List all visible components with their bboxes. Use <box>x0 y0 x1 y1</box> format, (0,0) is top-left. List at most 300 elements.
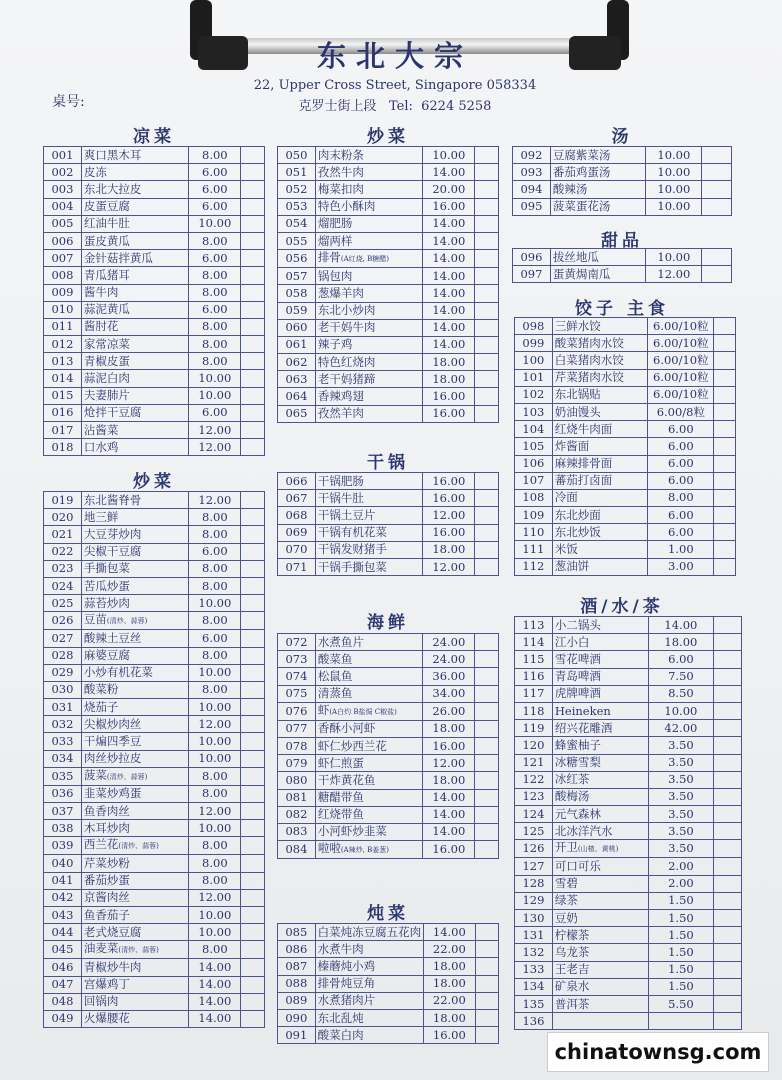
item-name: 酸菜鱼 <box>317 651 353 666</box>
menu-row <box>278 975 499 992</box>
menu-row <box>515 352 736 369</box>
item-number: 112 <box>515 558 553 575</box>
item-price: 10.00 <box>189 750 241 767</box>
menu-row <box>44 336 265 353</box>
quantity-cell <box>241 147 265 164</box>
item-name: 爽口黑木耳 <box>83 147 142 162</box>
menu-row <box>515 421 736 438</box>
item-number: 119 <box>515 720 553 737</box>
item-name-cell <box>315 541 423 558</box>
item-name: 雪花啤酒 <box>554 651 601 666</box>
item-price: 8.00 <box>189 612 241 630</box>
item-name-cell <box>552 541 648 558</box>
item-price: 12.00 <box>423 507 475 524</box>
item-name-cell <box>552 421 648 438</box>
item-name-cell <box>315 354 423 371</box>
item-name: 蕃茄打卤面 <box>554 473 613 488</box>
menu-row <box>44 803 265 820</box>
quantity-cell <box>241 647 265 664</box>
item-number: 050 <box>278 147 316 164</box>
item-name-cell <box>552 806 648 823</box>
quantity-cell <box>475 319 499 336</box>
item-name: 青瓜猪耳 <box>83 267 130 282</box>
quantity-cell <box>241 681 265 698</box>
item-name-cell <box>81 716 189 733</box>
quantity-cell <box>241 543 265 560</box>
item-name-cell <box>81 906 189 923</box>
shop-name: 东北大宗 <box>316 39 473 73</box>
item-number: 110 <box>515 524 553 541</box>
quantity-cell <box>702 198 732 215</box>
item-price: 6.00/10粒 <box>648 318 714 335</box>
item-price: 12.00 <box>189 422 241 439</box>
quantity-cell <box>702 181 732 198</box>
item-price: 3.50 <box>648 823 714 840</box>
item-price: 14.00 <box>423 215 475 232</box>
item-name: 口水鸡 <box>83 439 119 454</box>
menu-row <box>44 699 265 716</box>
item-name-cell <box>552 558 648 575</box>
item-name: 锅包肉 <box>317 268 353 283</box>
item-number: 091 <box>278 1027 316 1044</box>
quantity-cell <box>475 354 499 371</box>
item-name: 东北乱炖 <box>317 1010 364 1025</box>
item-name: 皮冻 <box>83 164 107 179</box>
quantity-cell <box>241 959 265 976</box>
menu-row <box>515 995 742 1012</box>
item-number: 022 <box>44 543 82 560</box>
item-name: 白菜炖冻豆腐五花肉 <box>317 924 422 939</box>
item-price: 6.00/10粒 <box>648 386 714 403</box>
quantity-cell <box>241 284 265 301</box>
item-number: 030 <box>44 681 82 698</box>
item-number: 134 <box>515 978 553 995</box>
item-name-cell <box>315 336 423 353</box>
item-name-cell <box>552 702 648 719</box>
menu-row <box>278 285 499 302</box>
quantity-cell <box>475 558 499 575</box>
item-price: 14.00 <box>189 1010 241 1027</box>
quantity-cell <box>241 750 265 767</box>
menu-row <box>44 976 265 993</box>
menu-row <box>515 771 742 788</box>
quantity-cell <box>475 388 499 405</box>
quantity-cell <box>241 941 265 959</box>
item-name-cell <box>552 617 648 634</box>
quantity-cell <box>241 267 265 284</box>
quantity-cell <box>241 855 265 872</box>
menu-row <box>278 634 499 651</box>
item-number: 019 <box>44 492 82 509</box>
quantity-cell <box>475 215 499 232</box>
quantity-cell <box>475 232 499 249</box>
item-name-cell <box>550 181 646 198</box>
quantity-cell <box>714 702 742 719</box>
item-price: 14.00 <box>423 164 475 181</box>
item-name-cell <box>315 268 423 285</box>
item-name-cell <box>81 387 189 404</box>
item-name: 芹菜猪肉水饺 <box>554 370 624 385</box>
item-name-cell <box>315 924 424 941</box>
item-number: 104 <box>515 421 553 438</box>
menu-row <box>44 733 265 750</box>
item-price: 14.00 <box>423 232 475 249</box>
item-number: 077 <box>278 720 316 737</box>
item-name-cell <box>315 147 423 164</box>
item-price: 26.00 <box>423 702 475 720</box>
item-number: 063 <box>278 371 316 388</box>
menu-row <box>278 1009 499 1026</box>
item-price: 18.00 <box>424 958 476 975</box>
quantity-cell <box>241 820 265 837</box>
item-name-cell <box>552 651 648 668</box>
item-price: 8.00 <box>189 147 241 164</box>
menu-row <box>513 249 732 266</box>
item-name: 红油牛肚 <box>83 216 130 231</box>
item-name: 夫妻肺片 <box>83 388 130 403</box>
item-name-cell <box>552 754 648 771</box>
item-name-cell <box>81 232 189 249</box>
item-price: 12.00 <box>189 492 241 509</box>
item-name: 干锅手撕包菜 <box>317 559 387 574</box>
item-number: 122 <box>515 771 553 788</box>
quantity-cell <box>475 720 499 737</box>
item-number: 011 <box>44 318 82 335</box>
item-price: 12.00 <box>423 558 475 575</box>
quantity-cell <box>475 371 499 388</box>
item-price: 1.50 <box>648 910 714 927</box>
item-name-cell <box>81 647 189 664</box>
item-name-cell <box>315 473 423 490</box>
quantity-cell <box>475 992 498 1009</box>
item-number: 072 <box>278 634 316 651</box>
quantity-cell <box>475 1009 498 1026</box>
item-name-cell <box>81 526 189 543</box>
item-name-cell <box>552 771 648 788</box>
item-name-cell <box>81 959 189 976</box>
item-price: 18.00 <box>423 541 475 558</box>
item-name: 排骨炖豆角 <box>317 976 376 991</box>
item-number: 021 <box>44 526 82 543</box>
menu-row <box>513 198 732 215</box>
item-price: 3.50 <box>648 806 714 823</box>
item-number: 118 <box>515 702 553 719</box>
section-title-stew: 炖菜 <box>367 904 409 924</box>
item-price: 6.00 <box>189 404 241 421</box>
item-number: 136 <box>515 1013 553 1030</box>
item-number: 049 <box>44 1010 82 1027</box>
item-price: 12.00 <box>189 803 241 820</box>
item-name: 绍兴花雕酒 <box>554 720 613 735</box>
item-price: 6.00 <box>189 198 241 215</box>
menu-table-stirfry-left <box>43 491 265 1028</box>
item-name-cell <box>81 164 189 181</box>
item-name-cell <box>81 181 189 198</box>
item-name-cell <box>81 439 189 456</box>
item-price: 10.00 <box>646 181 702 198</box>
item-price: 6.00 <box>189 181 241 198</box>
section-title-stirfry-mid: 炒菜 <box>367 127 409 147</box>
menu-row <box>278 823 499 840</box>
menu-row <box>44 716 265 733</box>
quantity-cell <box>475 268 499 285</box>
item-name: 开卫 <box>554 840 578 855</box>
menu-row <box>278 958 499 975</box>
item-name-cell <box>81 785 189 802</box>
quantity-cell <box>702 266 732 283</box>
menu-row <box>513 266 732 283</box>
menu-row <box>278 841 499 859</box>
menu-row <box>515 541 736 558</box>
item-name: 豆腐紫菜汤 <box>552 147 611 162</box>
item-number: 090 <box>278 1009 316 1026</box>
menu-row <box>515 438 736 455</box>
menu-row <box>44 785 265 802</box>
menu-row <box>515 634 742 651</box>
menu-row <box>515 369 736 386</box>
quantity-cell <box>241 422 265 439</box>
item-name: 炝拌干豆腐 <box>83 405 142 420</box>
menu-row <box>44 837 265 855</box>
item-price: 20.00 <box>423 181 475 198</box>
item-price: 22.00 <box>424 941 476 958</box>
item-price: 12.00 <box>189 716 241 733</box>
item-number: 038 <box>44 820 82 837</box>
item-name-cell <box>81 664 189 681</box>
section-title-dessert: 甜品 <box>601 231 643 251</box>
item-name-cell <box>315 806 423 823</box>
menu-table-drypot <box>277 472 499 576</box>
quantity-cell <box>241 733 265 750</box>
item-number: 054 <box>278 215 316 232</box>
menu-row <box>44 906 265 923</box>
item-name: 老式烧豆腐 <box>83 924 142 939</box>
item-price: 14.00 <box>189 993 241 1010</box>
quantity-cell <box>714 875 742 892</box>
menu-table-stirfry-mid <box>277 146 499 423</box>
menu-row <box>515 489 736 506</box>
menu-row <box>44 993 265 1010</box>
quantity-cell <box>714 737 742 754</box>
section-title-stirfry-left: 炒菜 <box>133 472 175 492</box>
item-price: 6.00/10粒 <box>648 369 714 386</box>
quantity-cell <box>714 840 742 858</box>
menu-table-staple <box>514 317 736 576</box>
quantity-cell <box>241 872 265 889</box>
item-price: 8.00 <box>189 267 241 284</box>
item-price: 34.00 <box>423 685 475 702</box>
item-number: 034 <box>44 750 82 767</box>
menu-row <box>278 354 499 371</box>
item-number: 013 <box>44 353 82 370</box>
item-number: 106 <box>515 455 553 472</box>
item-number: 071 <box>278 558 316 575</box>
quantity-cell <box>714 455 736 472</box>
item-number: 075 <box>278 685 316 702</box>
menu-row <box>278 772 499 789</box>
quantity-cell <box>241 785 265 802</box>
item-number: 094 <box>513 181 551 198</box>
item-name-cell <box>315 720 423 737</box>
quantity-cell <box>241 301 265 318</box>
quantity-cell <box>241 889 265 906</box>
item-name: 蒜泥黄瓜 <box>83 302 130 317</box>
item-price <box>648 1013 714 1030</box>
quantity-cell <box>475 975 498 992</box>
item-name-cell <box>315 651 423 668</box>
quantity-cell <box>714 754 742 771</box>
item-price: 18.00 <box>424 975 476 992</box>
item-name-cell <box>552 352 648 369</box>
menu-row <box>515 875 742 892</box>
item-price: 6.00 <box>648 472 714 489</box>
item-name-cell <box>552 961 648 978</box>
item-name: 梅菜扣肉 <box>317 181 364 196</box>
item-number: 041 <box>44 872 82 889</box>
item-name: 青椒炒牛肉 <box>83 959 142 974</box>
quantity-cell <box>475 524 499 541</box>
item-price: 18.00 <box>423 371 475 388</box>
item-name-cell <box>552 875 648 892</box>
quantity-cell <box>714 335 736 352</box>
quantity-cell <box>714 720 742 737</box>
item-number: 102 <box>515 386 553 403</box>
item-name-cell <box>315 507 423 524</box>
item-price: 2.00 <box>648 875 714 892</box>
item-name: 乌龙茶 <box>554 944 590 959</box>
menu-row <box>44 560 265 577</box>
item-name: 酸菜粉 <box>83 682 119 697</box>
item-number: 058 <box>278 285 316 302</box>
menu-row <box>44 422 265 439</box>
item-number: 008 <box>44 267 82 284</box>
item-name: 江小白 <box>554 634 590 649</box>
item-price: 16.00 <box>423 490 475 507</box>
item-name: 红烧牛肉面 <box>554 421 613 436</box>
item-name-cell <box>81 284 189 301</box>
item-name: 干锅肥肠 <box>317 473 364 488</box>
item-name: 蒜泥白肉 <box>83 371 130 386</box>
item-name-cell <box>81 353 189 370</box>
item-name-cell <box>552 978 648 995</box>
menu-row <box>44 250 265 267</box>
menu-row <box>44 492 265 509</box>
item-name-cell <box>81 993 189 1010</box>
item-price: 14.00 <box>189 976 241 993</box>
item-name: 酱肘花 <box>83 319 119 334</box>
menu-row <box>515 892 742 909</box>
item-price: 8.00 <box>189 681 241 698</box>
item-name: 肉末粉条 <box>317 147 364 162</box>
item-number: 116 <box>515 668 553 685</box>
quantity-cell <box>241 976 265 993</box>
item-name: 大豆芽炒肉 <box>83 526 142 541</box>
item-name-cell <box>315 1027 424 1044</box>
menu-row <box>44 543 265 560</box>
menu-row <box>278 405 499 422</box>
item-price: 14.00 <box>189 959 241 976</box>
item-name-cell <box>81 577 189 594</box>
item-name: 番茄炒蛋 <box>83 873 130 888</box>
item-name-cell <box>552 403 648 420</box>
item-price: 8.00 <box>189 336 241 353</box>
menu-row <box>44 232 265 249</box>
menu-table-dessert <box>512 248 732 283</box>
item-price: 14.00 <box>423 250 475 268</box>
item-name: 松鼠鱼 <box>317 668 353 683</box>
item-name: 可口可乐 <box>554 859 601 874</box>
menu-row <box>515 335 736 352</box>
menu-row <box>515 318 736 335</box>
item-number: 107 <box>515 472 553 489</box>
item-name-cell <box>315 634 423 651</box>
menu-row <box>515 910 742 927</box>
item-name: 排骨 <box>317 250 341 265</box>
menu-row <box>44 681 265 698</box>
quantity-cell <box>241 837 265 855</box>
item-number: 089 <box>278 992 316 1009</box>
item-number: 044 <box>44 924 82 941</box>
menu-row <box>44 855 265 872</box>
item-price: 8.00 <box>189 855 241 872</box>
item-number: 135 <box>515 995 553 1012</box>
item-note: (清炒、蒜蓉) <box>106 617 148 626</box>
menu-row <box>44 1010 265 1027</box>
item-number: 124 <box>515 806 553 823</box>
menu-row <box>515 858 742 875</box>
quantity-cell <box>714 927 742 944</box>
item-note: (A红烧, B糖醋) <box>340 255 389 264</box>
item-number: 056 <box>278 250 316 268</box>
item-name-cell <box>315 841 423 859</box>
quantity-cell <box>241 906 265 923</box>
quantity-cell <box>241 336 265 353</box>
item-number: 052 <box>278 181 316 198</box>
menu-table-seafood <box>277 633 499 859</box>
item-name: 水煮牛肉 <box>317 941 364 956</box>
item-number: 127 <box>515 858 553 875</box>
quantity-cell <box>241 164 265 181</box>
item-name: 金针菇拌黄瓜 <box>83 250 153 265</box>
quantity-cell <box>714 421 736 438</box>
item-name-cell <box>552 524 648 541</box>
quantity-cell <box>241 404 265 421</box>
item-price: 10.00 <box>189 699 241 716</box>
quantity-cell <box>475 634 499 651</box>
quantity-cell <box>241 439 265 456</box>
quantity-cell <box>714 386 736 403</box>
menu-row <box>44 872 265 889</box>
item-name: 拔丝地瓜 <box>552 249 599 264</box>
item-name: 小炒有机花菜 <box>83 665 153 680</box>
item-number: 029 <box>44 664 82 681</box>
item-name: 虎牌啤酒 <box>554 686 601 701</box>
quantity-cell <box>714 318 736 335</box>
menu-row <box>515 720 742 737</box>
item-number: 093 <box>513 164 551 181</box>
item-price: 14.00 <box>423 336 475 353</box>
item-name: 肉丝炒拉皮 <box>83 751 142 766</box>
menu-row <box>44 820 265 837</box>
item-price: 10.00 <box>189 387 241 404</box>
item-price: 6.00 <box>189 250 241 267</box>
item-price: 6.00/8粒 <box>648 403 714 420</box>
item-number: 007 <box>44 250 82 267</box>
item-name-cell <box>552 507 648 524</box>
quantity-cell <box>241 232 265 249</box>
menu-row <box>44 595 265 612</box>
quantity-cell <box>475 924 498 941</box>
